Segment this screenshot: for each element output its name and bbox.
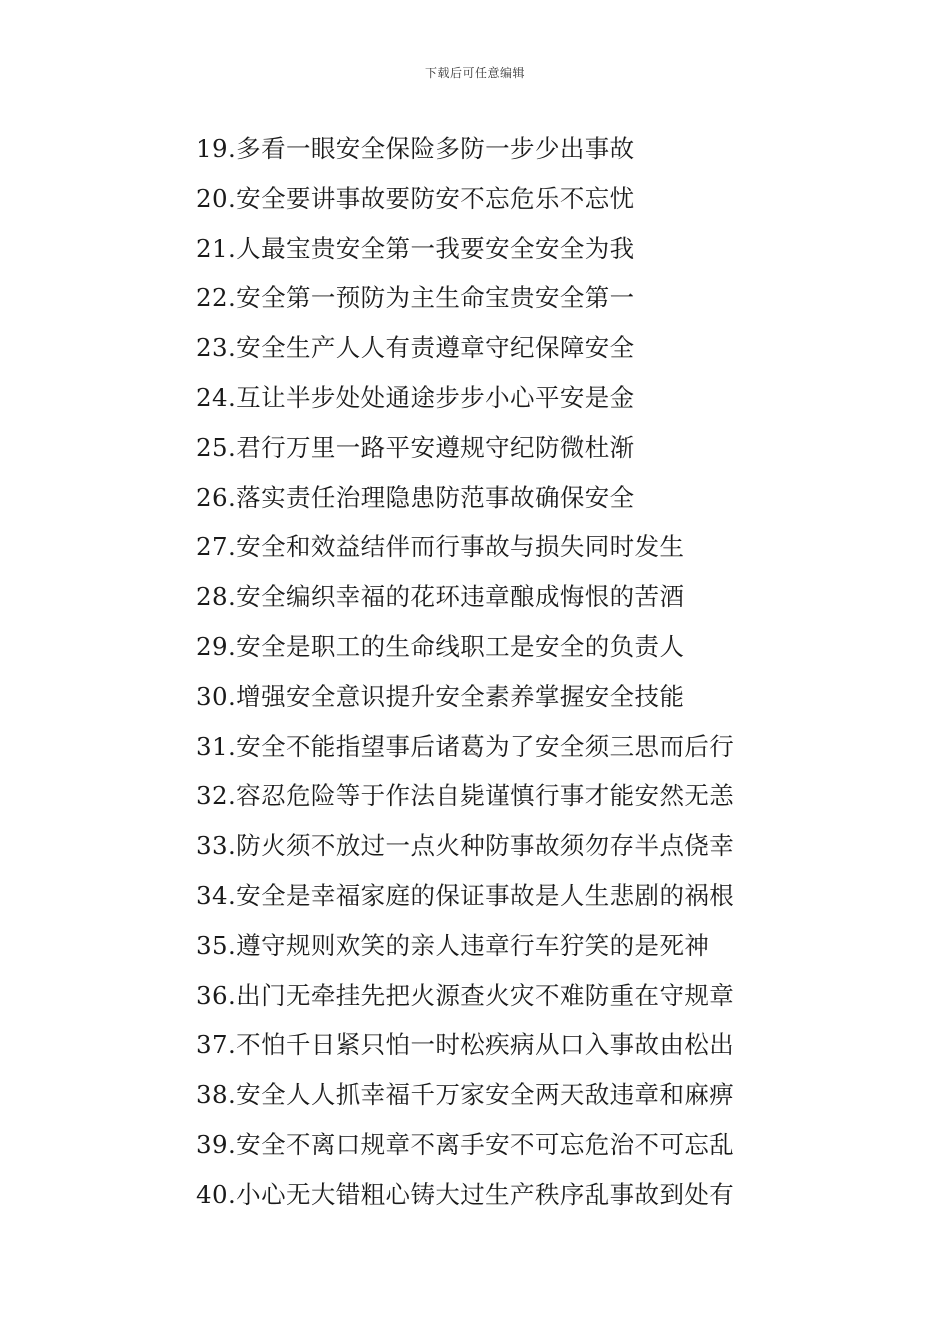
list-item: 20.安全要讲事故要防安不忘危乐不忘忧 — [196, 183, 635, 213]
list-item: 38.安全人人抓幸福千万家安全两天敌违章和麻痹 — [196, 1080, 735, 1110]
list-item: 39.安全不离口规章不离手安不可忘危治不可忘乱 — [196, 1129, 735, 1159]
list-item: 22.安全第一预防为主生命宝贵安全第一 — [196, 283, 635, 313]
list-item: 34.安全是幸福家庭的保证事故是人生悲剧的祸根 — [196, 880, 735, 910]
page-header: 下载后可任意编辑 — [424, 66, 525, 80]
list-item: 29.安全是职工的生命线职工是安全的负责人 — [196, 631, 685, 661]
list-item: 30.增强安全意识提升安全素养掌握安全技能 — [196, 681, 685, 711]
list-item: 28.安全编织幸福的花环违章酿成悔恨的苦酒 — [196, 582, 685, 612]
list-item: 27.安全和效益结伴而行事故与损失同时发生 — [196, 532, 685, 562]
list-item: 33.防火须不放过一点火种防事故须勿存半点侥幸 — [196, 831, 735, 861]
list-item: 35.遵守规则欢笑的亲人违章行车狞笑的是死神 — [196, 930, 710, 960]
list-item: 40.小心无大错粗心铸大过生产秩序乱事故到处有 — [196, 1179, 735, 1209]
list-item: 24.互让半步处处通途步步小心平安是金 — [196, 382, 635, 412]
slogan-list — [196, 128, 796, 1224]
list-item: 36.出门无牵挂先把火源查火灾不难防重在守规章 — [196, 980, 735, 1010]
list-item: 25.君行万里一路平安遵规守纪防微杜渐 — [196, 432, 635, 462]
list-item: 31.安全不能指望事后诸葛为了安全须三思而后行 — [196, 731, 735, 761]
list-item: 19.多看一眼安全保险多防一步少出事故 — [196, 134, 635, 163]
list-item: 26.落实责任治理隐患防范事故确保安全 — [196, 482, 635, 512]
list-item: 32.容忍危险等于作法自毙谨慎行事才能安然无恙 — [196, 781, 735, 811]
list-item: 21.人最宝贵安全第一我要安全安全为我 — [196, 233, 635, 263]
list-item: 23.安全生产人人有责遵章守纪保障安全 — [196, 333, 635, 363]
list-item: 37.不怕千日紧只怕一时松疾病从口入事故由松出 — [196, 1030, 735, 1060]
